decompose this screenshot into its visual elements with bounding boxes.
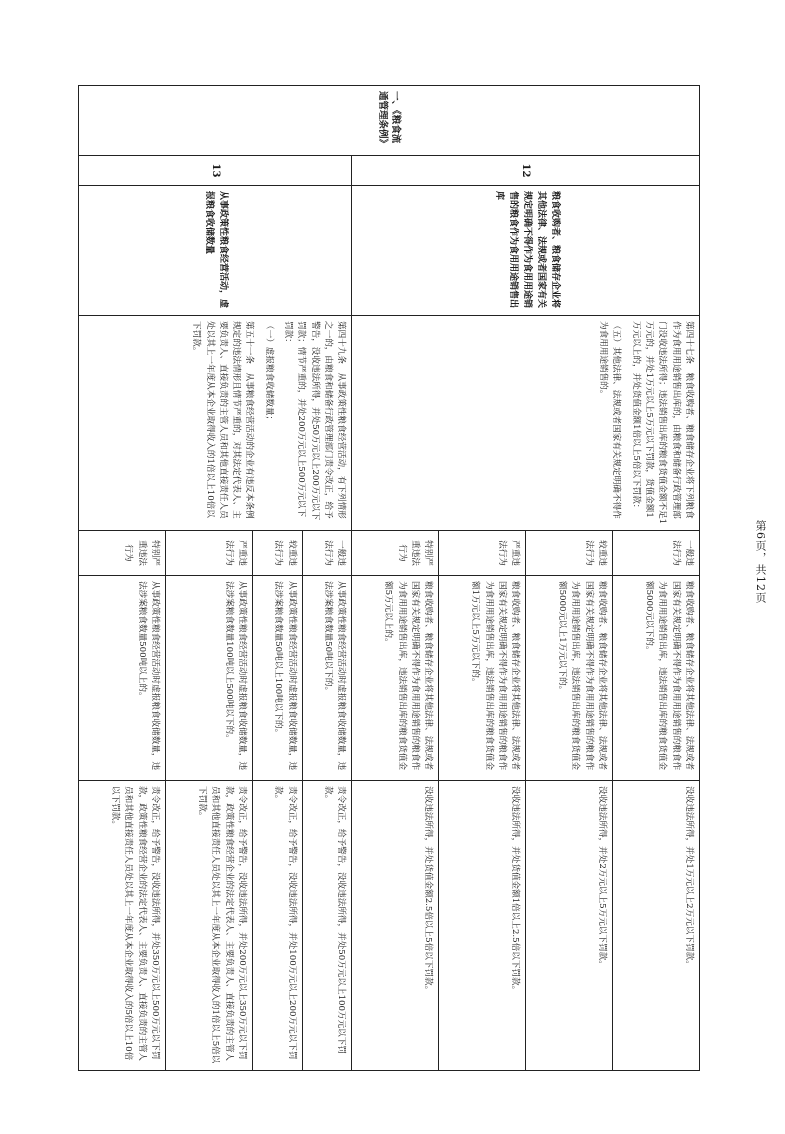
penalty-standard: 没收违法所得，并处货值金额2.5倍以上5倍以下罚款。	[352, 781, 439, 1071]
violation-fact: 从事政策性粮食经营活动时虚报粮食收储数量，违法涉案粮食数量50吨以下的。	[302, 576, 352, 781]
penalty-standard: 没收违法所得，并处货值金额1倍以上2.5倍以下罚款。	[439, 781, 526, 1071]
basis-paragraph: （五）其他法律、法规或者国家有关规定明确不得作为食用用途销售的。	[598, 321, 622, 519]
document-sheet	[78, 85, 700, 1070]
violation-fact: 粮食收购者、粮食储存企业将其他法律、法规或者国家有关规定明确不得作为食用用途销售的粮食作为食用用途销售出库，违法销售出库的粮食货值金额5万元以上的。	[352, 576, 439, 781]
basis-paragraph: 第四十七条 粮食收购者、粮食储存企业将下列粮食作为食用用途销售出库的，由粮食和储备行政管理部门没收违法所得；违法销售出库的粮食货值金额不足1万元的，并处1万元以上5万元以下罚款，货值金额1万元以上的，并处货值金额1倍以上5倍以下罚款：	[630, 321, 694, 525]
table-row	[613, 86, 700, 1071]
level-label: 一般违法行为	[613, 531, 700, 576]
legal-basis	[79, 316, 352, 531]
level-label: 严重违法行为	[439, 531, 526, 576]
level-label: 一般违法行为	[302, 531, 352, 576]
level-label: 特别严重违法行为	[352, 531, 439, 576]
level-label: 特别严重违法行为	[79, 531, 166, 576]
level-label: 较重违法行为	[526, 531, 613, 576]
violation-fact: 粮食收购者、粮食储存企业将其他法律、法规或者国家有关规定明确不得作为食用用途销售的粮食作为食用用途销售出库，违法销售出库的粮食货值金额5000元以上1万元以下的。	[526, 576, 613, 781]
violation-fact: 粮食收购者、粮食储存企业将其他法律、法规或者国家有关规定明确不得作为食用用途销售的粮食作为食用用途销售出库，违法销售出库的粮食货值金额5000元以下的。	[613, 576, 700, 781]
penalty-standard: 责令改正，给予警告，没收违法所得，并处350万元以上500万元以下罚款，政策性粮食经营企业的法定代表人、主要负责人、直接负责的主管人员和其他直接责任人员处以其上一年度从本企业取得收入的5倍以上10倍以下罚款。	[79, 781, 166, 1071]
legal-basis	[352, 316, 700, 531]
category-cell	[79, 86, 700, 156]
basis-paragraph: （一）虚报粮食收储数量；	[263, 321, 274, 425]
violation-fact: 粮食收购者、粮食储存企业将其他法律、法规或者国家有关规定明确不得作为食用用途销售的粮食作为食用用途销售出库，违法销售出库的粮食货值金额1万元以上5万元以下的。	[439, 576, 526, 781]
penalty-table	[78, 85, 700, 1071]
penalty-standard: 没收违法所得，并处1万元以上2万元以下罚款。	[613, 781, 700, 1071]
penalty-standard: 责令改正，给予警告，没收违法所得，并处50万元以上100万元以下罚款。	[302, 781, 352, 1071]
level-label: 较重违法行为	[252, 531, 302, 576]
category-label: 一、《粮食流通管理条例》	[377, 91, 402, 149]
basis-paragraph: 第五十一条 从事粮食经营活动的企业有违反本条例规定的违法情形且情节严重的，对其法定代表人、主要负责人、直接负责的主管人员和其他直接责任人员处以其上一年度从本企业取得收入的1倍以上10倍以下罚款。	[191, 321, 255, 519]
item-number: 13	[79, 156, 352, 186]
penalty-standard: 没收违法所得，并处2万元以上5万元以下罚款。	[526, 781, 613, 1071]
table-row	[302, 86, 352, 1071]
violation-name: 粮食收购者、粮食储存企业将其他法律、法规或者国家有关规定明确不得作为食用用途销售的粮食作为食用用途销售出库	[352, 186, 700, 316]
page-number: 第6页，共12页	[754, 520, 767, 604]
violation-name: 从事政策性粮食经营活动，虚报粮食收储数量	[79, 186, 352, 316]
item-number: 12	[352, 156, 700, 186]
penalty-standard: 责令改正，给予警告，没收违法所得，并处200万元以上350万元以下罚款，政策性粮食经营企业的法定代表人、主要负责人、直接负责的主管人员和其他直接责任人员处以其上一年度从本企业取得收入的1倍以上5倍以下罚款。	[166, 781, 253, 1071]
basis-paragraph: 第四十九条 从事政策性粮食经营活动，有下列情形之一的，由粮食和储备行政管理部门责令改正，给予警告，没收违法所得，并处50万元以上200万元以下罚款；情节严重的，并处200万元以上500万元以下罚款：	[283, 321, 347, 521]
violation-fact: 从事政策性粮食经营活动时虚报粮食收储数量，违法涉案粮食数量500吨以上的。	[79, 576, 166, 781]
penalty-standard: 责令改正，给予警告，没收违法所得，并处100万元以上200万元以下罚款。	[252, 781, 302, 1071]
violation-fact: 从事政策性粮食经营活动时虚报粮食收储数量，违法涉案粮食数量100吨以上500吨以下的。	[166, 576, 253, 781]
violation-fact: 从事政策性粮食经营活动时虚报粮食收储数量，违法涉案粮食数量50吨以上100吨以下的。	[252, 576, 302, 781]
level-label: 严重违法行为	[166, 531, 253, 576]
